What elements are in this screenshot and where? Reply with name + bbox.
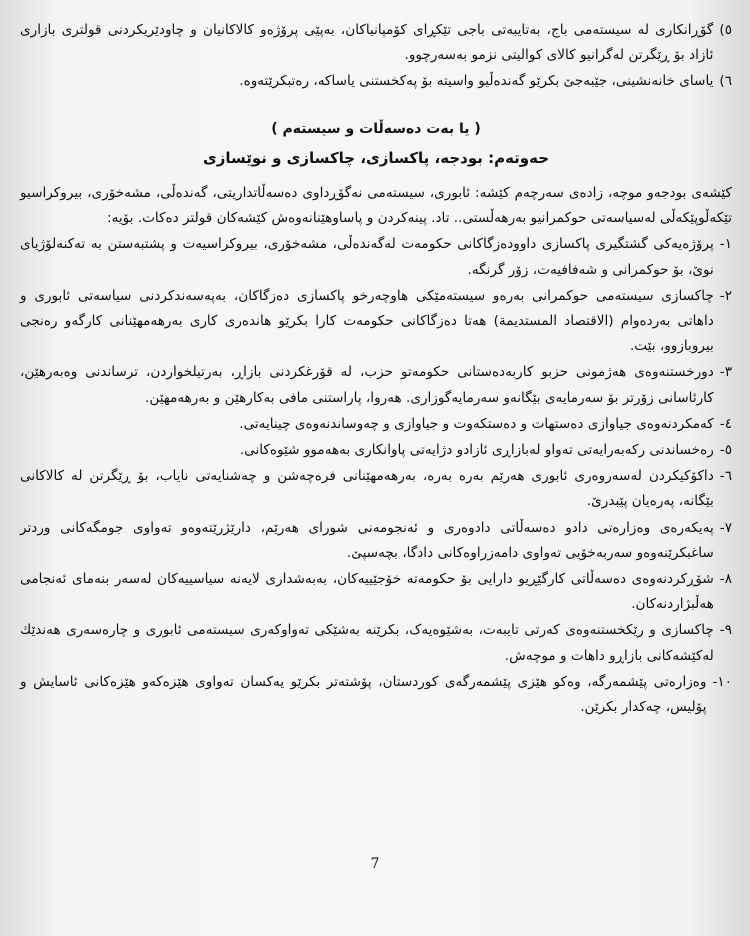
item-text: شۆڕکردنەوەی دەسەڵاتی کارگێڕیو دارایی بۆ حکومەتە خۆجێییەکان، بەبەشداری لایەنە سیاسییەکان لەسەر بنەمای ئەنجامی هەڵبژاردنەکان. xyxy=(20,571,714,613)
item-number: ١٠- xyxy=(712,673,732,690)
item-text: داکۆکیکردن لەسەروەری ئابوری هەرێم بەرە بەرە، بەرهەمهێنانی فرەچەشن و چەشنایەتی نایاب، بۆ ڕێگرتن لە کالاکانی بێگانە، پەرەیان پێبدرێ. xyxy=(20,468,714,510)
item-text: کەمکردنەوەی جیاوازی دەستهات و دەستکەوت و جیاوازی و چەوساندنەوەی چینایەتی. xyxy=(239,415,714,432)
item-text: پرۆژەیەکی گشتگیری پاکسازی داوودەزگاکانی حکومەت لەگەندەڵی، مشەخۆری، بیروکراسیەت و پشتبەستن بە تەکنەلۆژیای نوێ، بۆ حوکمرانی و شەفافیەت، زۆر گرنگە. xyxy=(20,236,714,278)
item-number: ١- xyxy=(719,236,732,253)
top-list xyxy=(20,18,732,95)
list-item xyxy=(20,69,732,94)
item-number: ٨- xyxy=(719,571,732,588)
item-text: گۆڕانکاری لە سیستەمی باج، بەتایبەتی باجی تێکڕای کۆمپانیاکان، بەپێی پرۆژەو کالاکانیان و چاودێریکردنی قولتری بازاری ئازاد بۆ ڕێگرتن لەگرانیو کالای کوالیتی نزمو بەسەرچوو. xyxy=(20,22,714,64)
item-text: چاکسازی سیستەمی حوکمرانی بەرەو سیستەمێکی هاوچەرخو پاکسازی دەزگاکان، بەپەسەندکردنی سیاسەتی ئابوری و داهاتی بەردەوام (الاقتصاد المستديمة) هەتا دەزگاکانی حکومەت کارا بکرێو هاندەری کاری بەرهەمهێنانی کارگەو رەنجی بیروبازوو، بێت. xyxy=(20,287,714,355)
document-page xyxy=(20,18,732,918)
list-item xyxy=(20,232,732,282)
item-number: ٦- xyxy=(719,468,732,485)
item-number: ٧- xyxy=(719,519,732,536)
item-text: وەزارەتی پێشمەرگە، وەکو هێزی پێشمەرگەی کوردستان، پۆشتەتر بکرێو یەکسان تەواوی هێزەکەو هێزەکانی ئاسایش و پۆلیس، چەکدار بکرێن. xyxy=(20,673,707,716)
list-item xyxy=(20,516,732,566)
item-text: یاسای خانەنشینی، جێبەجێ بکرێو گەندەڵیو واسیتە بۆ پەکخستنی یاساکە، رەتبکرێتەوە. xyxy=(239,73,714,90)
list-item xyxy=(20,464,732,514)
item-text: رەخساندنی رکەبەرایەتی تەواو لەبازاڕی ئازادو دژایەتی پاوانکاری بەهەموو شێوەکانی. xyxy=(239,442,714,459)
item-number: ٣- xyxy=(719,364,732,381)
intro-text: کێشەی بودجەو موچە، زادەی سەرچەم کێشە: ئابوری، سیستەمی نەگۆڕداوی دەسەڵاتداریتی، گەندەڵی، مشەخۆری، بیروکراسیو تێکەڵوپێکەڵی لەسیاسەتی حوکمرانیو بەرهەڵستی.. تاد. پینەکردن و پاساوهێنانەوەش کێشەکان قولتر دەکات. بۆیە: xyxy=(20,185,732,227)
intro-paragraph xyxy=(20,181,732,231)
list-item xyxy=(20,284,732,360)
list-item xyxy=(20,670,732,720)
section-label: ( یا بەت دەسەڵات و سیستەم ) xyxy=(271,120,481,137)
chapter-title: حەوتەم: بودجە، پاکسازی، چاکسازی و نوێسازی xyxy=(202,148,550,167)
list-item xyxy=(20,360,732,410)
page-number: 7 xyxy=(370,856,380,872)
item-text: پەیکەرەی وەزارەتی دادو دەسەڵاتی دادوەری و ئەنجومەنی شورای هەرێم، دارێژرێتەوەو تەواوی جومگەکانی وردتر ساغبکرێنەوەو سەربەخۆیی تەواوی دامەزراوەکانی دادگا، بچەسپێ. xyxy=(20,519,714,561)
item-number: ٢- xyxy=(719,287,732,304)
list-item xyxy=(20,18,732,68)
item-number: ٩- xyxy=(719,622,732,639)
item-number: ٥- xyxy=(719,442,732,459)
list-item xyxy=(20,618,732,668)
item-number: ٦) xyxy=(719,73,732,90)
list-item xyxy=(20,412,732,437)
section-header xyxy=(20,117,732,171)
item-text: چاکسازی و رێکخستنەوەی کەرتی تایبەت، بەشێوەیەک، بکرێنە بەشێکی تەواوکەری سیستەمی ئابوری و چارەسەری هەندێك لەکێشەکانی بازاڕو داهات و موچەش. xyxy=(20,622,714,664)
item-text: دورخستنەوەی هەژمونی حزبو کاربەدەستانی حکومەتو حزب، لە قۆرغکردنی بازاڕ، بەرتیلخواردن، ترساندنی وەبەرهێن، کارئاسانی زۆرتر بۆ سەرمایەی بێگانەو سەرمایەگوزاری. هەروا، پاراستنی مافی بەکارهێن و بەرهەمهێن. xyxy=(20,364,714,406)
item-number: ٥) xyxy=(719,22,732,38)
numbered-list xyxy=(20,232,732,720)
list-item xyxy=(20,438,732,463)
item-number: ٤- xyxy=(719,415,732,432)
list-item xyxy=(20,567,732,617)
